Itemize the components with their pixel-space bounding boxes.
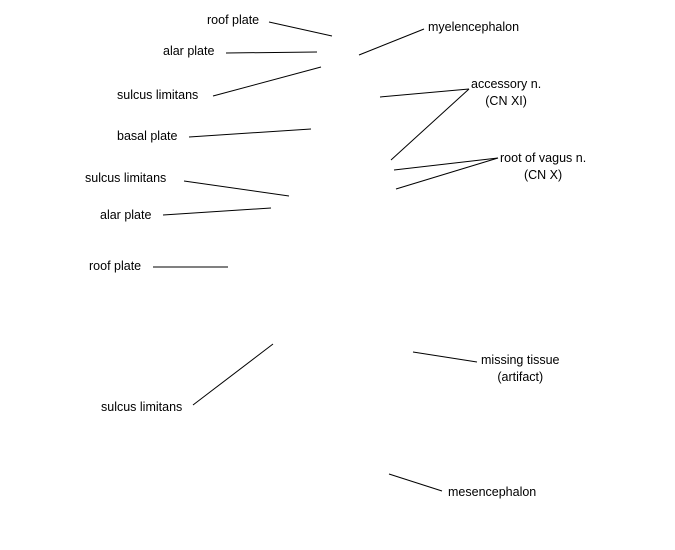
label-missing-tissue-line-2: (artifact) xyxy=(497,370,544,384)
label-myelencephalon: myelencephalon xyxy=(428,20,520,34)
label-accessory-nerve xyxy=(471,76,541,110)
label-alar-plate-2: alar plate xyxy=(100,208,152,222)
label-roof-plate-2: roof plate xyxy=(89,259,142,273)
leader-vagus-1 xyxy=(394,158,498,170)
label-accessory-nerve-line-2: (CN XI) xyxy=(485,94,527,108)
leader-alar-plate-2 xyxy=(163,208,271,215)
leader-vagus-2 xyxy=(396,158,498,189)
leader-missing-tissue xyxy=(413,352,477,362)
label-mesencephalon: mesencephalon xyxy=(448,485,537,499)
leader-myelencephalon xyxy=(359,29,424,55)
label-missing-tissue-line-1: missing tissue xyxy=(481,353,560,367)
leader-sulcus-limitans-3 xyxy=(193,344,273,405)
label-vagus-root xyxy=(500,150,586,184)
label-vagus-root-line-1: root of vagus n. xyxy=(500,151,587,165)
label-missing-tissue xyxy=(481,352,560,386)
leader-accessory-1 xyxy=(380,89,469,97)
leader-mesencephalon xyxy=(389,474,442,491)
label-alar-plate-1: alar plate xyxy=(163,44,215,58)
leader-sulcus-limitans-2 xyxy=(184,181,289,196)
label-roof-plate-1: roof plate xyxy=(207,13,260,27)
label-sulcus-limitans-1: sulcus limitans xyxy=(117,88,199,102)
label-basal-plate: basal plate xyxy=(117,129,178,143)
leader-roof-plate-1 xyxy=(269,22,332,36)
leader-sulcus-limitans-1 xyxy=(213,67,321,96)
label-sulcus-limitans-2: sulcus limitans xyxy=(85,171,167,185)
label-vagus-root-line-2: (CN X) xyxy=(523,168,563,182)
leader-alar-plate-1 xyxy=(226,52,317,53)
label-sulcus-limitans-3: sulcus limitans xyxy=(101,400,183,414)
leader-basal-plate xyxy=(189,129,311,137)
leader-accessory-2 xyxy=(391,89,469,160)
label-accessory-nerve-line-1: accessory n. xyxy=(471,77,542,91)
